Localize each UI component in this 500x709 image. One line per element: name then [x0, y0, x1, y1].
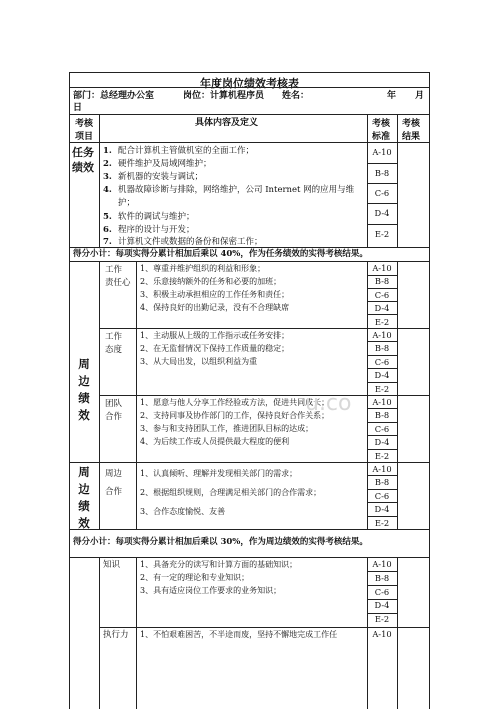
periph-label: 周 边 绩 效: [78, 357, 90, 422]
group-grade: E-2: [374, 383, 390, 394]
group-grade: B-8: [374, 343, 390, 354]
task-item-num: 6.: [103, 225, 112, 235]
group-item: 2、根据组织规则，合理满足相关部门的合作需求；: [140, 488, 322, 497]
position-field: 岗位：计算机程序员: [183, 91, 265, 101]
group-name: 周边: [105, 469, 123, 479]
group-grade: D-4: [374, 437, 390, 448]
group-item: 4、保持良好的出勤记录，没有不合理缺席: [140, 303, 290, 312]
ability-name: 知识: [103, 560, 121, 570]
group-name: 合作: [105, 412, 123, 422]
group-grade: A-10: [372, 263, 392, 273]
group-grade: B-8: [374, 410, 390, 421]
group-name: 工作: [105, 332, 123, 342]
ability-name: 执行力: [103, 630, 129, 640]
group-grade: C-6: [374, 356, 390, 367]
form-title: 年度岗位绩效考核表: [200, 77, 299, 90]
grade-d: D-4: [374, 208, 390, 218]
group-item: 1、愿意与他人分享工作经验或方法，促进共同成长；: [140, 398, 330, 407]
ability-grade: A-10: [372, 629, 392, 639]
group-item: 2、支持同事及协作部门的工作，保持良好合作关系；: [140, 411, 330, 420]
group-grade: E-2: [374, 450, 390, 461]
task-item-text: 硬件维护及局域网维护；: [118, 159, 212, 169]
group-grade: A-10: [372, 330, 392, 340]
group-name: 态度: [105, 345, 123, 355]
group-item: 1、主动服从上级的工作指示或任务安排；: [140, 331, 290, 340]
group-grade: B-8: [374, 477, 390, 488]
group-grade: D-4: [374, 504, 390, 515]
task-item-text: 机器故障诊断与排除，网络维护，公司 Internet 网的应用与维: [118, 185, 355, 195]
group-item: 1、尊重并维护组织的利益和形象；: [140, 264, 266, 273]
group-item: 1、认真倾听、理解并发现相关部门的需求；: [140, 469, 298, 478]
task-item-num: 7.: [103, 237, 112, 247]
grade-a: A-10: [372, 147, 392, 157]
name-field: 姓名：: [282, 91, 310, 101]
group-grade: D-4: [374, 370, 390, 381]
group-item: 2、在无监督情况下保持工作质量的稳定；: [140, 344, 290, 353]
group-grade: A-10: [372, 397, 392, 407]
group-item: 4、为后续工作或人员提供最大程度的便利: [140, 437, 290, 446]
task-item-num: 1.: [103, 146, 112, 156]
task-item-num: 5.: [103, 212, 112, 222]
ability-item: 3、具有适应岗位工作要求的业务知识；: [140, 586, 282, 595]
task-item-text: 护；: [118, 198, 136, 208]
task-label: 任务 绩效: [72, 146, 94, 174]
group-grade: A-10: [372, 464, 392, 474]
group-item: 3、从大局出发，以组织利益为重: [140, 357, 258, 366]
task-item-num: 2.: [103, 159, 112, 169]
periph2-subtotal: 得分小计：每项实得分累计相加后乘以 30%，作为周边绩效的实得考核结果。: [73, 537, 368, 547]
grade-c: C-6: [374, 188, 390, 198]
group-grade: C-6: [374, 289, 390, 300]
month-label: 月: [415, 91, 425, 101]
group-grade: D-4: [374, 303, 390, 314]
ability-item: 1、不怕艰难困苦，不半途而废，坚持不懈地完成工作任: [140, 630, 338, 639]
task-item-text: 软件的调试与维护；: [118, 212, 195, 222]
group-name: 责任心: [105, 278, 131, 288]
ability-item: 1、具备充分的读写和计算方面的基础知识；: [140, 560, 298, 569]
group-grade: E-2: [374, 517, 390, 528]
task-item-num: 4.: [103, 185, 112, 195]
header-content: 具体内容及定义: [195, 118, 259, 128]
year-label: 年: [387, 91, 397, 101]
periph2-label: 周 边 绩 效: [78, 465, 90, 530]
appraisal-form: [69, 72, 430, 709]
group-item: 3、合作态度愉悦、友善: [140, 507, 226, 516]
group-name: 合作: [105, 487, 123, 497]
watermark: u.co: [305, 391, 352, 416]
header-standard: 考核 标准: [372, 119, 391, 142]
task-item-text: 配合计算机主管做机室的全面工作；: [118, 146, 255, 156]
group-name: 工作: [105, 265, 123, 275]
ability-grade: D-4: [374, 600, 390, 611]
group-item: 3、参与和支持团队工作，推进团队目标的达成；: [140, 424, 314, 433]
ability-grade: B-8: [374, 572, 390, 583]
ability-grade: A-10: [372, 559, 392, 569]
day-label: 日: [73, 103, 83, 113]
group-grade: E-2: [374, 316, 390, 327]
task-item-text: 新机器的安装与调试；: [118, 172, 204, 182]
grade-b: B-8: [374, 168, 390, 178]
ability-grade: C-6: [374, 586, 390, 597]
grade-e: E-2: [374, 229, 390, 239]
group-grade: B-8: [374, 276, 390, 287]
group-item: 3、积极主动承担相应的工作任务和责任；: [140, 290, 290, 299]
ability-grade: E-2: [374, 614, 390, 625]
dept-field: 部门：总经理办公室: [73, 91, 155, 101]
task-item-text: 程序的设计与开发；: [118, 225, 195, 235]
header-item: 考核 项目: [75, 119, 94, 142]
ability-item: 2、有一定的理论和专业知识；: [140, 573, 250, 582]
group-grade: C-6: [374, 423, 390, 434]
task-item-num: 3.: [103, 172, 112, 182]
group-item: 2、乐意接纳额外的任务和必要的加班；: [140, 277, 282, 286]
task-item-text: 计算机文件或数据的备份和保密工作；: [118, 237, 263, 247]
group-grade: C-6: [374, 490, 390, 501]
group-name: 团队: [105, 399, 123, 409]
header-result: 考核 结果: [402, 119, 421, 142]
task-subtotal: 得分小计：每项实得分累计相加后乘以 40%，作为任务绩效的实得考核结果。: [73, 249, 368, 259]
